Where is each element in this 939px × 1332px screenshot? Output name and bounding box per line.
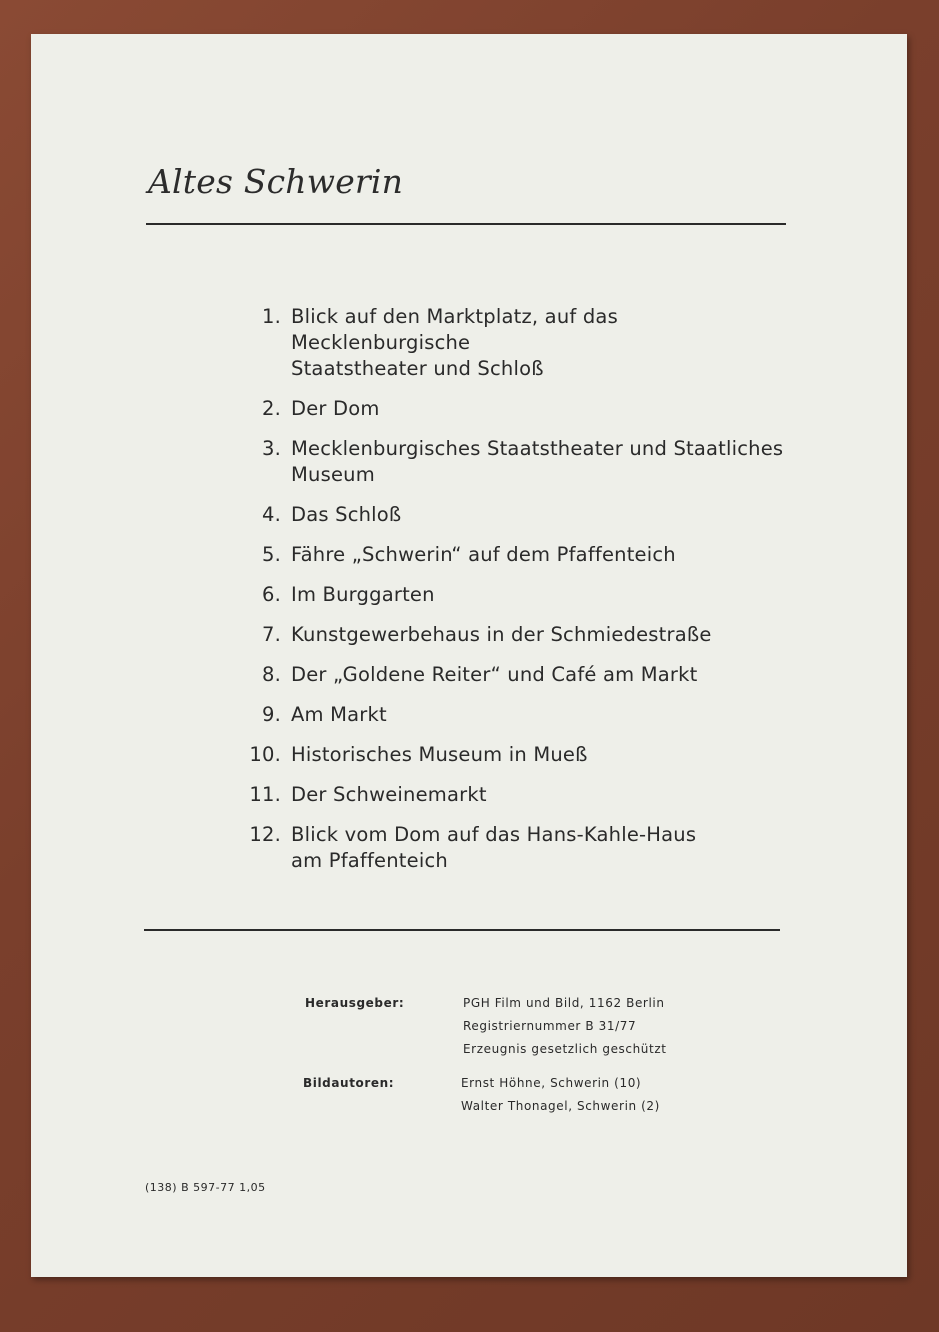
publisher-line: PGH Film und Bild, 1162 Berlin	[463, 996, 665, 1010]
publisher-line: Registriernummer B 31/77	[463, 1019, 637, 1033]
item-number: 7.	[261, 623, 281, 646]
title-divider	[146, 223, 786, 225]
list-item	[231, 502, 791, 528]
document-sheet	[31, 34, 907, 1277]
item-text: Das Schloß	[291, 503, 402, 526]
list-item	[231, 782, 791, 808]
list-item	[231, 822, 791, 874]
item-number: 11.	[249, 783, 281, 806]
publisher-details	[463, 992, 667, 1061]
document-title: Altes Schwerin	[148, 162, 404, 201]
item-text: Historisches Museum in Mueß	[291, 743, 588, 766]
item-number: 5.	[261, 543, 281, 566]
list-item	[231, 622, 791, 648]
item-number: 9.	[261, 703, 281, 726]
item-number: 3.	[261, 437, 281, 460]
list-item	[231, 304, 791, 382]
publisher-label: Herausgeber:	[305, 996, 405, 1010]
item-text: Blick auf den Marktplatz, auf das Mecklenburgische	[291, 305, 618, 354]
item-text: Fähre „Schwerin“ auf dem Pfaffenteich	[291, 543, 676, 566]
item-number: 12.	[249, 823, 281, 846]
item-number: 4.	[261, 503, 281, 526]
list-item	[231, 396, 791, 422]
item-text: Staatstheater und Schloß	[291, 357, 544, 380]
author-line: Ernst Höhne, Schwerin (10)	[461, 1076, 642, 1090]
list-item	[231, 542, 791, 568]
publisher-line: Erzeugnis gesetzlich geschützt	[463, 1042, 667, 1056]
item-number: 2.	[261, 397, 281, 420]
item-text: Im Burggarten	[291, 583, 435, 606]
list-item	[231, 662, 791, 688]
list-item	[231, 702, 791, 728]
authors-label: Bildautoren:	[303, 1076, 395, 1090]
item-text: Mecklenburgisches Staatstheater und Staatliches	[291, 437, 784, 460]
picture-list	[231, 304, 791, 888]
item-text: Kunstgewerbehaus in der Schmiedestraße	[291, 623, 712, 646]
item-text: Museum	[291, 463, 375, 486]
author-line: Walter Thonagel, Schwerin (2)	[461, 1099, 660, 1113]
list-item	[231, 742, 791, 768]
list-item	[231, 436, 791, 488]
item-text: am Pfaffenteich	[291, 849, 448, 872]
authors-details	[461, 1072, 660, 1118]
item-text: Der „Goldene Reiter“ und Café am Markt	[291, 663, 698, 686]
item-text: Blick vom Dom auf das Hans-Kahle-Haus	[291, 823, 697, 846]
item-text: Der Schweinemarkt	[291, 783, 487, 806]
footer-divider	[144, 929, 780, 931]
item-text: Der Dom	[291, 397, 380, 420]
item-number: 8.	[261, 663, 281, 686]
print-code: (138) B 597-77 1,05	[145, 1181, 266, 1194]
item-number: 6.	[261, 583, 281, 606]
item-number: 1.	[261, 305, 281, 328]
item-number: 10.	[249, 743, 281, 766]
list-item	[231, 582, 791, 608]
item-text: Am Markt	[291, 703, 387, 726]
